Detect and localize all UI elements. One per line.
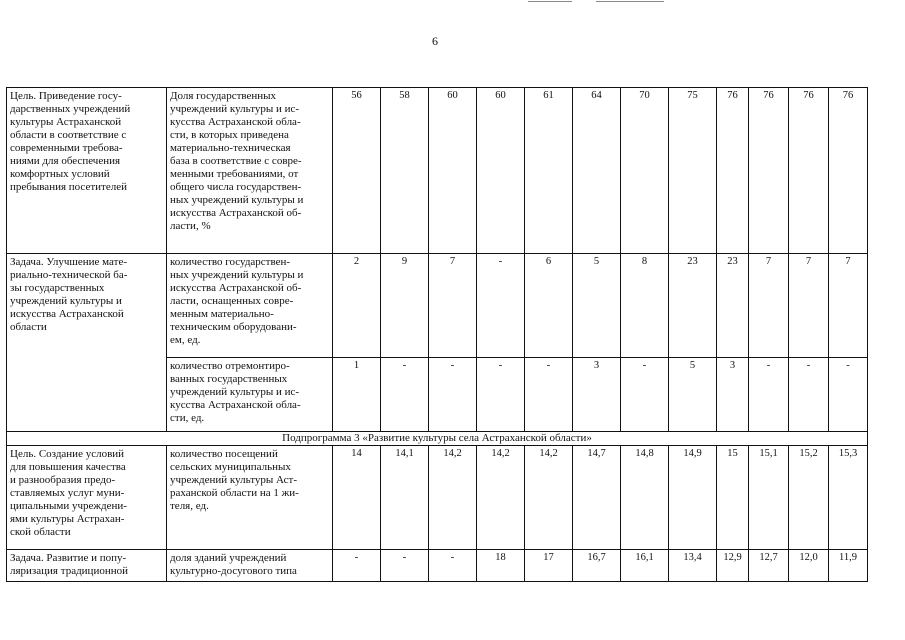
value-cell: -	[749, 358, 789, 432]
value-cell: -	[333, 550, 381, 582]
value-cell: 23	[669, 254, 717, 358]
indicator-cell: количество посещений сельских муниципальных учреждений культуры Аст- раханской области на 1 жи- теля, ед.	[167, 446, 333, 550]
value-cell: 76	[829, 88, 868, 254]
value-cell: 17	[525, 550, 573, 582]
indicator-cell: Доля государственных учреждений культуры и ис- кусства Астраханской обла- сти, в которых приведена материально-техническая база в соответствие с совре- менными требованиями, от общего числа государствен- ных учреждений культуры и искусства Астраханской об- ласти, %	[167, 88, 333, 254]
value-cell: 6	[525, 254, 573, 358]
value-cell: 70	[621, 88, 669, 254]
value-cell: 23	[717, 254, 749, 358]
value-cell: 14	[333, 446, 381, 550]
indicator-cell: доля зданий учреждений культурно-досугового типа	[167, 550, 333, 582]
top-rule-right	[596, 1, 664, 2]
task-cell: Задача. Развитие и попу- ляризация традиционной	[7, 550, 167, 582]
value-cell: 14,1	[381, 446, 429, 550]
value-cell: 8	[621, 254, 669, 358]
value-cell: 15,3	[829, 446, 868, 550]
page-number: 6	[432, 34, 438, 48]
table-row	[7, 254, 868, 358]
value-cell: 7	[749, 254, 789, 358]
value-cell: 60	[429, 88, 477, 254]
value-cell: -	[429, 550, 477, 582]
value-cell: 7	[789, 254, 829, 358]
value-cell: 14,8	[621, 446, 669, 550]
value-cell: -	[525, 358, 573, 432]
value-cell: -	[429, 358, 477, 432]
goal-cell: Цель. Создание условий для повышения качества и разнообразия предо- ставляемых услуг муни- ципальными учреждени- ями культуры Астрахан- ской области	[7, 446, 167, 550]
value-cell: 5	[573, 254, 621, 358]
table-row	[7, 88, 868, 254]
task-cell: Задача. Улучшение мате- риально-технической ба- зы государственных учреждений культуры и искусства Астраханской области	[7, 254, 167, 432]
value-cell: 7	[429, 254, 477, 358]
value-cell: 14,2	[525, 446, 573, 550]
value-cell: -	[789, 358, 829, 432]
value-cell: 5	[669, 358, 717, 432]
value-cell: 61	[525, 88, 573, 254]
value-cell: 18	[477, 550, 525, 582]
value-cell: 64	[573, 88, 621, 254]
value-cell: 7	[829, 254, 868, 358]
table-row	[7, 432, 868, 446]
value-cell: -	[477, 254, 525, 358]
value-cell: 12,0	[789, 550, 829, 582]
value-cell: 76	[789, 88, 829, 254]
value-cell: 15,2	[789, 446, 829, 550]
goal-cell: Цель. Приведение госу- дарственных учреждений культуры Астраханской области в соответствие с современными требова- ниями для обеспечения комфортных условий пребывания посетителей	[7, 88, 167, 254]
value-cell: 12,7	[749, 550, 789, 582]
value-cell: 76	[749, 88, 789, 254]
value-cell: 9	[381, 254, 429, 358]
value-cell: 1	[333, 358, 381, 432]
top-rule-left	[528, 1, 572, 2]
value-cell: -	[381, 358, 429, 432]
value-cell: 15	[717, 446, 749, 550]
value-cell: 14,9	[669, 446, 717, 550]
indicator-cell: количество отремонтиро- ванных государственных учреждений культуры и ис- кусства Астраханской обла- сти, ед.	[167, 358, 333, 432]
value-cell: -	[381, 550, 429, 582]
value-cell: 16,7	[573, 550, 621, 582]
indicators-table	[6, 87, 868, 582]
value-cell: 60	[477, 88, 525, 254]
value-cell: -	[477, 358, 525, 432]
value-cell: 58	[381, 88, 429, 254]
table-row	[7, 446, 868, 550]
indicator-cell: количество государствен- ных учреждений культуры и искусства Астраханской об- ласти, оснащенных совре- менным материально- техническим оборудовани- ем, ед.	[167, 254, 333, 358]
value-cell: 75	[669, 88, 717, 254]
value-cell: 14,2	[429, 446, 477, 550]
value-cell: 2	[333, 254, 381, 358]
value-cell: 16,1	[621, 550, 669, 582]
value-cell: -	[621, 358, 669, 432]
table-row	[7, 550, 868, 582]
value-cell: 3	[717, 358, 749, 432]
value-cell: 14,7	[573, 446, 621, 550]
value-cell: 11,9	[829, 550, 868, 582]
value-cell: 14,2	[477, 446, 525, 550]
value-cell: 15,1	[749, 446, 789, 550]
value-cell: 12,9	[717, 550, 749, 582]
value-cell: 3	[573, 358, 621, 432]
value-cell: 56	[333, 88, 381, 254]
value-cell: 76	[717, 88, 749, 254]
subprogram-heading: Подпрограмма 3 «Развитие культуры села Астраханской области»	[7, 432, 868, 446]
value-cell: 13,4	[669, 550, 717, 582]
value-cell: -	[829, 358, 868, 432]
